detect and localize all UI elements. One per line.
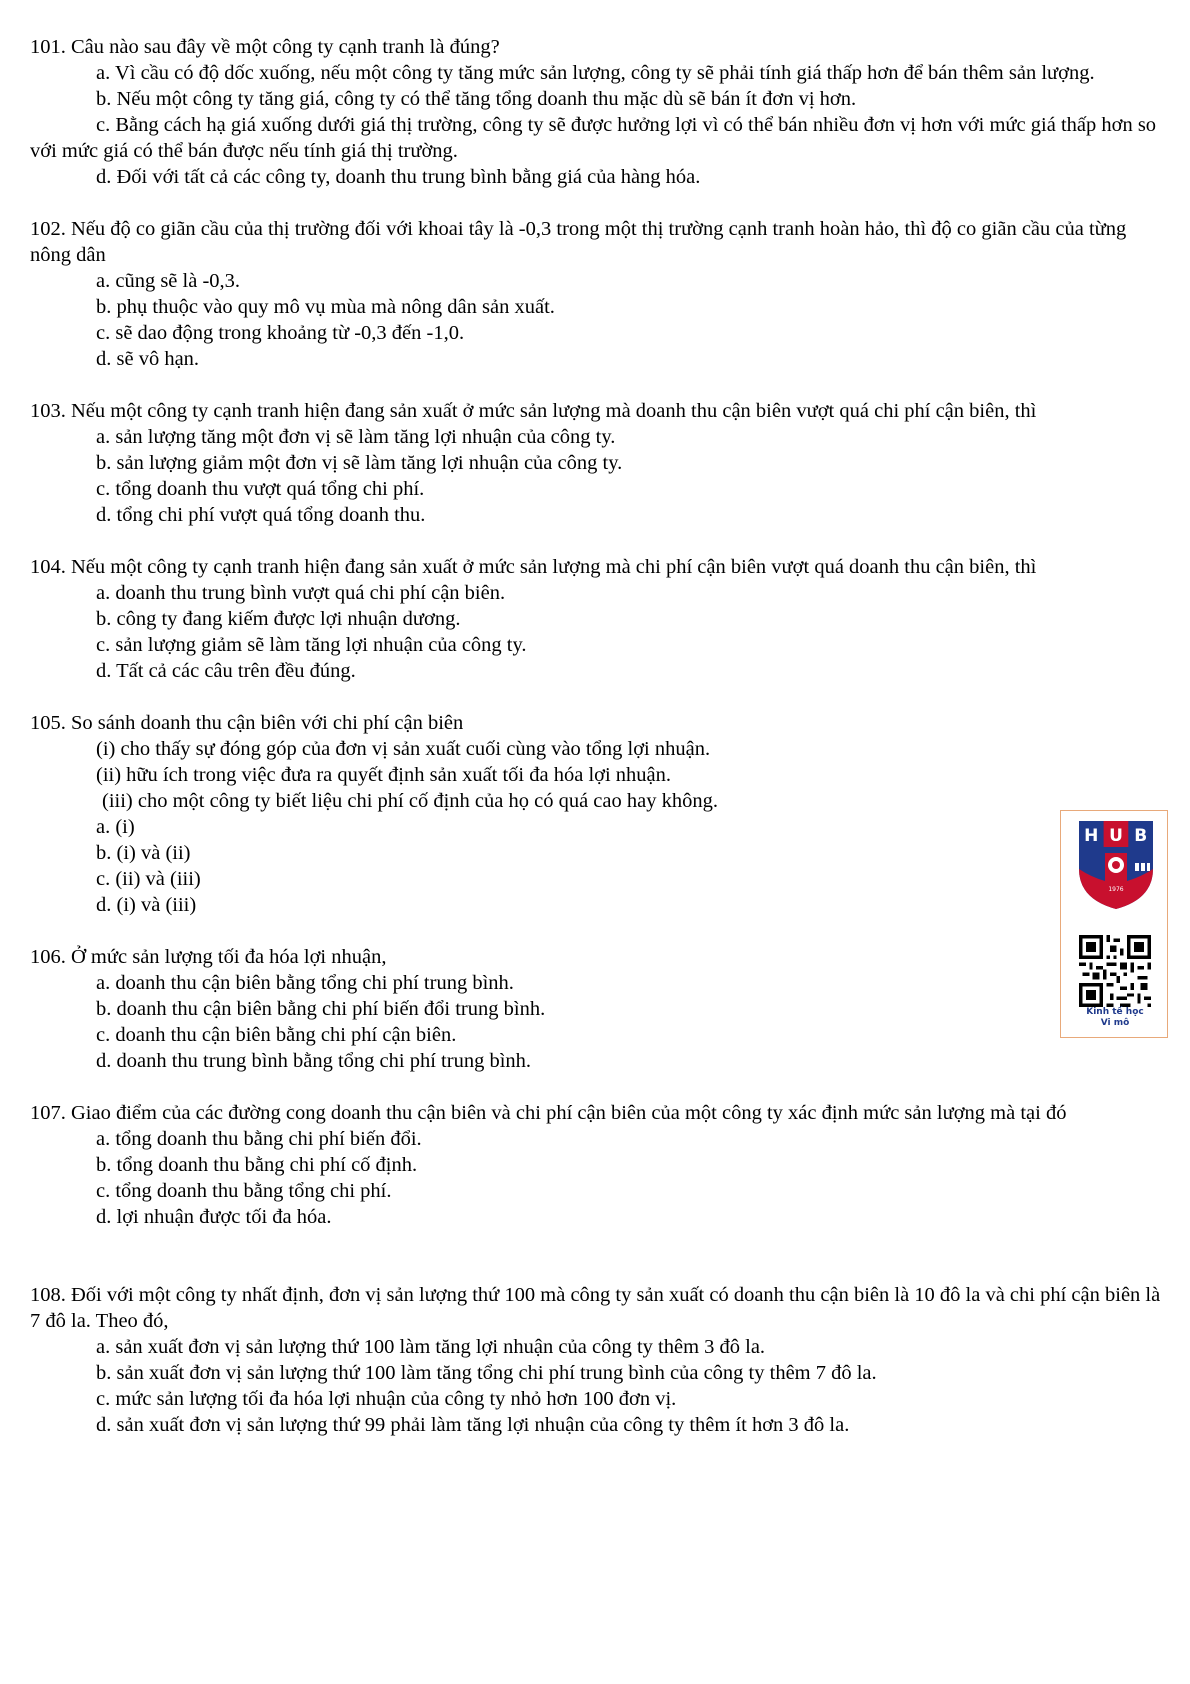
question-stem: 101. Câu nào sau đây về một công ty cạnh tranh là đúng? xyxy=(30,36,500,58)
logo-letter: U xyxy=(1109,826,1123,846)
answer-option: b. (i) và (ii) xyxy=(96,842,191,864)
question-stem: 104. Nếu một công ty cạnh tranh hiện đang sản xuất ở mức sản lượng mà chi phí cận biên vượt quá doanh thu cận biên, thì xyxy=(30,556,1037,578)
answer-option: b. Nếu một công ty tăng giá, công ty có thể tăng tổng doanh thu mặc dù sẽ bán ít đơn vị hơn. xyxy=(96,88,857,110)
statement-item: (ii) hữu ích trong việc đưa ra quyết định sản xuất tối đa hóa lợi nhuận. xyxy=(96,764,672,786)
answer-option: d. lợi nhuận được tối đa hóa. xyxy=(96,1206,332,1228)
answer-option: a. doanh thu trung bình vượt quá chi phí cận biên. xyxy=(96,582,506,604)
answer-option: c. Bằng cách hạ giá xuống dưới giá thị trường, công ty sẽ được hưởng lợi vì có thể bán nhiều đơn vị hơn với mức giá thấp hơn so với mức giá có thể bán được nếu tính giá thị trường. xyxy=(30,114,1157,162)
logo-year: 1976 xyxy=(1108,886,1124,893)
answer-option: c. sản lượng giảm sẽ làm tăng lợi nhuận của công ty. xyxy=(96,634,527,656)
logo-letter: H xyxy=(1084,826,1099,846)
question-107 xyxy=(30,1100,1170,1230)
answer-option: a. tổng doanh thu bằng chi phí biến đổi. xyxy=(96,1128,422,1150)
answer-option: c. doanh thu cận biên bằng chi phí cận biên. xyxy=(96,1024,457,1046)
question-stem: 107. Giao điểm của các đường cong doanh thu cận biên và chi phí cận biên của một công ty xác định mức sản lượng mà tại đó xyxy=(30,1102,1067,1124)
course-badge xyxy=(1060,810,1168,1038)
badge-caption-line: Kinh tế học xyxy=(1086,1007,1144,1017)
answer-option: c. tổng doanh thu vượt quá tổng chi phí. xyxy=(96,478,425,500)
qr-code-icon xyxy=(1079,935,1151,1007)
question-102 xyxy=(30,216,1170,372)
answer-option: b. doanh thu cận biên bằng chi phí biến đổi trung bình. xyxy=(96,998,546,1020)
document-page xyxy=(30,34,1170,1438)
answer-option: c. mức sản lượng tối đa hóa lợi nhuận của công ty nhỏ hơn 100 đơn vị. xyxy=(96,1388,677,1410)
answer-option: b. sản lượng giảm một đơn vị sẽ làm tăng lợi nhuận của công ty. xyxy=(96,452,623,474)
hub-logo-icon xyxy=(1077,819,1155,911)
question-101 xyxy=(30,34,1170,190)
question-108 xyxy=(30,1282,1170,1438)
question-stem: 108. Đối với một công ty nhất định, đơn vị sản lượng thứ 100 mà công ty sản xuất có doanh thu cận biên là 10 đô la và chi phí cận biên là 7 đô la. Theo đó, xyxy=(30,1284,1161,1332)
answer-option: d. sẽ vô hạn. xyxy=(96,348,200,370)
question-stem: 103. Nếu một công ty cạnh tranh hiện đang sản xuất ở mức sản lượng mà doanh thu cận biên vượt quá chi phí cận biên, thì xyxy=(30,400,1037,422)
answer-option: c. sẽ dao động trong khoảng từ -0,3 đến -1,0. xyxy=(96,322,465,344)
answer-option: a. sản xuất đơn vị sản lượng thứ 100 làm tăng lợi nhuận của công ty thêm 3 đô la. xyxy=(96,1336,766,1358)
answer-option: d. Đối với tất cả các công ty, doanh thu trung bình bằng giá của hàng hóa. xyxy=(96,166,701,188)
question-103 xyxy=(30,398,1170,528)
answer-option: b. phụ thuộc vào quy mô vụ mùa mà nông dân sản xuất. xyxy=(96,296,555,318)
question-stem: 102. Nếu độ co giãn cầu của thị trường đối với khoai tây là -0,3 trong một thị trường cạnh tranh hoàn hảo, thì độ co giãn cầu của từng nông dân xyxy=(30,218,1127,266)
answer-option: b. sản xuất đơn vị sản lượng thứ 100 làm tăng tổng chi phí trung bình của công ty thêm 7 đô la. xyxy=(96,1362,877,1384)
answer-option: a. (i) xyxy=(96,816,135,838)
answer-option: d. doanh thu trung bình bằng tổng chi phí trung bình. xyxy=(96,1050,532,1072)
answer-option: a. doanh thu cận biên bằng tổng chi phí trung bình. xyxy=(96,972,514,994)
statement-item: (i) cho thấy sự đóng góp của đơn vị sản xuất cuối cùng vào tổng lợi nhuận. xyxy=(96,738,711,760)
answer-option: d. tổng chi phí vượt quá tổng doanh thu. xyxy=(96,504,426,526)
answer-option: a. Vì cầu có độ dốc xuống, nếu một công ty tăng mức sản lượng, công ty sẽ phải tính giá thấp hơn để bán thêm sản lượng. xyxy=(96,62,1095,84)
answer-option: b. công ty đang kiếm được lợi nhuận dương. xyxy=(96,608,461,630)
badge-caption-line: Vi mô xyxy=(1100,1018,1130,1028)
answer-option: b. tổng doanh thu bằng chi phí cố định. xyxy=(96,1154,418,1176)
statement-item: (iii) cho một công ty biết liệu chi phí cố định của họ có quá cao hay không. xyxy=(102,790,718,812)
question-stem: 105. So sánh doanh thu cận biên với chi phí cận biên xyxy=(30,712,464,734)
question-104 xyxy=(30,554,1170,684)
answer-option: c. (ii) và (iii) xyxy=(96,868,201,890)
answer-option: d. (i) và (iii) xyxy=(96,894,197,916)
logo-letter: B xyxy=(1134,826,1148,846)
answer-option: d. sản xuất đơn vị sản lượng thứ 99 phải làm tăng lợi nhuận của công ty thêm ít hơn 3 đô la. xyxy=(96,1414,850,1436)
answer-option: a. cũng sẽ là -0,3. xyxy=(96,270,241,292)
answer-option: c. tổng doanh thu bằng tổng chi phí. xyxy=(96,1180,392,1202)
question-105 xyxy=(30,710,1170,918)
badge-caption xyxy=(1061,1007,1169,1029)
answer-option: a. sản lượng tăng một đơn vị sẽ làm tăng lợi nhuận của công ty. xyxy=(96,426,616,448)
question-106 xyxy=(30,944,1170,1074)
answer-option: d. Tất cả các câu trên đều đúng. xyxy=(96,660,356,682)
question-stem: 106. Ở mức sản lượng tối đa hóa lợi nhuận, xyxy=(30,946,387,968)
